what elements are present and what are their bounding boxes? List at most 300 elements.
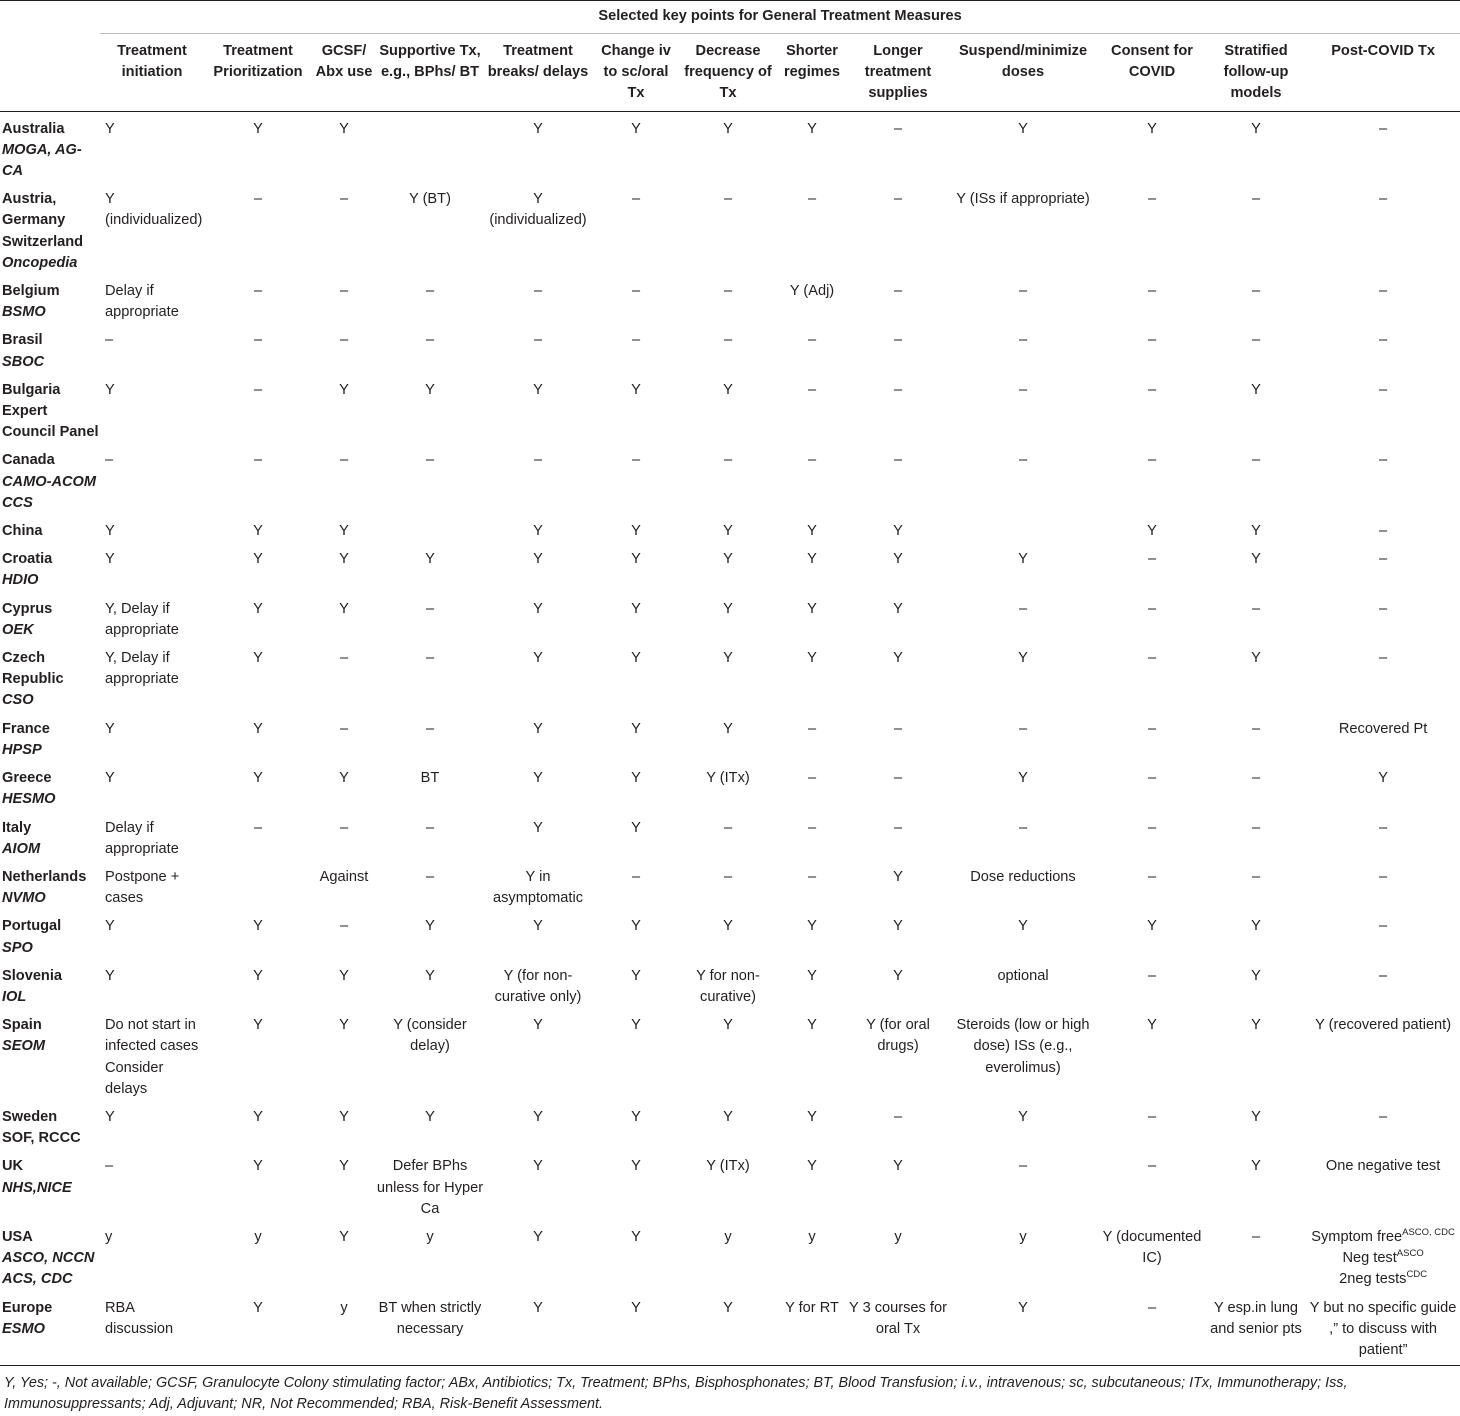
table-row (0, 1100, 1460, 1149)
table-cell: – (253, 283, 263, 300)
post-covid-criterion: Symptom free$^{ASCO, CDC}$ (1311, 1227, 1455, 1245)
table-cell: Y (631, 551, 641, 568)
country-name: Sweden (2, 1108, 58, 1125)
table-cell: Y (893, 1158, 903, 1175)
table-cell: Y (339, 523, 349, 540)
table-row (0, 1220, 1460, 1291)
organization-name: NHS,NICE (2, 1179, 72, 1196)
table-cell: Y (1251, 1158, 1261, 1175)
table-cell: – (1251, 868, 1261, 885)
table-cell: Y (253, 720, 263, 737)
column-header: Consent for COVID (1098, 34, 1206, 112)
table-cell: – (105, 332, 114, 349)
table-row (0, 323, 1460, 372)
table-cell: Y (723, 1108, 733, 1125)
group-header: Selected key points for General Treatment Measures (100, 1, 1460, 34)
table-row (0, 761, 1460, 810)
table-cell: Y, Delay if appropriate (105, 650, 179, 688)
table-row (0, 1291, 1460, 1366)
table-cell: Y (253, 523, 263, 540)
table-cell: – (253, 191, 263, 208)
country-name: Europe (2, 1299, 53, 1316)
table-cell: Y (893, 918, 903, 935)
table-cell: Y (105, 551, 115, 568)
table-row (0, 641, 1460, 712)
organization-name: HPSP (2, 741, 42, 758)
country-name: Netherlands (2, 868, 87, 885)
table-cell: – (339, 819, 349, 836)
table-cell: Y (723, 551, 733, 568)
table-cell: – (1379, 452, 1388, 469)
organization-name: BSMO (2, 304, 46, 321)
table-cell: Y (631, 770, 641, 787)
table-cell: Delay if appropriate (105, 283, 179, 321)
table-cell: Y (for oral drugs) (866, 1017, 930, 1055)
table-cell: – (1251, 819, 1261, 836)
table-cell: – (339, 283, 349, 300)
table-cell: Y (1251, 120, 1261, 137)
table-cell: – (339, 332, 349, 349)
table-cell: Y (individualized) (489, 191, 587, 229)
table-cell: Y (631, 1228, 641, 1245)
table-cell: – (1147, 770, 1157, 787)
table-cell: Y (425, 1108, 435, 1125)
table-cell: – (339, 452, 349, 469)
table-cell: – (1147, 819, 1157, 836)
table-cell: Y (723, 523, 733, 540)
table-cell: Y (631, 967, 641, 984)
table-cell: Y (631, 918, 641, 935)
country-name: Greece (2, 770, 52, 787)
table-cell: – (1379, 967, 1388, 984)
country-cell (0, 959, 100, 1008)
table-cell: – (1018, 1158, 1028, 1175)
table-cell: – (425, 650, 435, 667)
table-cell: – (339, 720, 349, 737)
table-cell: Y (592, 1291, 680, 1366)
table-cell: – (1379, 283, 1388, 300)
country-cell (0, 373, 100, 444)
table-cell: Y (1147, 918, 1157, 935)
table-cell: – (1251, 720, 1261, 737)
table-cell: Y (631, 1017, 641, 1034)
table-cell: Y (1251, 650, 1261, 667)
table-row (0, 1008, 1460, 1100)
table-cell: Y (807, 967, 817, 984)
table-row (0, 443, 1460, 514)
table-cell: Y (631, 1158, 641, 1175)
column-header: Post-COVID Tx (1306, 34, 1460, 112)
table-cell: Y (631, 120, 641, 137)
table-cell: – (1147, 720, 1157, 737)
table-cell: Y (1251, 918, 1261, 935)
organization-name: OEK (2, 621, 34, 638)
column-header: Suspend/minimize doses (948, 34, 1098, 112)
table-cell: BT (420, 770, 440, 787)
table-cell: Y (1251, 523, 1261, 540)
table-cell: Against (319, 868, 369, 885)
table-cell: Y (253, 1017, 263, 1034)
table-cell: Y (1378, 770, 1388, 787)
country-name: Cyprus (2, 600, 53, 617)
table-cell: – (1147, 650, 1157, 667)
table-cell: – (893, 720, 903, 737)
table-cell: Y (105, 967, 115, 984)
table-cell: – (1379, 600, 1388, 617)
table-cell: – (807, 819, 817, 836)
table-cell: Y (253, 967, 263, 984)
table-cell: Y (533, 120, 543, 137)
table-cell: Y (105, 1108, 115, 1125)
country-cell (0, 592, 100, 641)
table-cell: – (1251, 452, 1261, 469)
table-cell: Y (ITx) (706, 770, 750, 787)
table-cell: – (893, 332, 903, 349)
country-cell (0, 1220, 100, 1291)
table-cell: – (1018, 819, 1028, 836)
table-cell: Dose reductions (970, 868, 1076, 885)
table-cell: – (425, 868, 435, 885)
country-cell (0, 182, 100, 274)
table-cell: – (1379, 1108, 1388, 1125)
table-cell: – (105, 452, 114, 469)
table-cell: Y (105, 720, 115, 737)
table-cell: – (1018, 283, 1028, 300)
table-cell: – (253, 332, 263, 349)
table-row (0, 909, 1460, 958)
table-cell (376, 514, 484, 542)
table-cell: y (1019, 1228, 1027, 1245)
table-cell: – (533, 332, 543, 349)
country-name: Slovenia (2, 967, 63, 984)
table-cell: – (339, 191, 349, 208)
table-cell: Y (893, 868, 903, 885)
table-cell: Y (631, 1108, 641, 1125)
table-cell: Y (105, 523, 115, 540)
table-cell: – (1379, 551, 1388, 568)
table-cell: Y in asymptomatic (492, 868, 584, 907)
table-cell: – (723, 283, 733, 300)
table-cell: Y (BT) (409, 191, 451, 208)
table-cell: Y (individualized) (105, 191, 203, 229)
table-cell: – (723, 452, 733, 469)
table-cell: Y (533, 551, 543, 568)
table-cell: – (1147, 551, 1157, 568)
table-cell: Y (1251, 967, 1261, 984)
table-cell: Y 3 courses for oral Tx (848, 1291, 948, 1366)
table-cell: – (1251, 332, 1261, 349)
table-cell: – (425, 720, 435, 737)
table-cell: Y (1018, 551, 1028, 568)
table-cell: – (425, 452, 435, 469)
organization-name: SEOM (2, 1038, 45, 1055)
table-cell: Y (105, 770, 115, 787)
table-cell: Y (893, 551, 903, 568)
country-name: Belgium (2, 283, 60, 300)
table-cell: Y (documented IC) (1102, 1228, 1202, 1267)
table-cell: Y (1147, 120, 1157, 137)
table-cell: – (807, 720, 817, 737)
country-cell (0, 1008, 100, 1100)
column-header: GCSF/ Abx use (312, 34, 376, 112)
country-name: Brasil (2, 332, 43, 349)
table-row (0, 542, 1460, 591)
table-cell: – (105, 1158, 114, 1175)
table-cell (376, 111, 484, 182)
table-cell: Y (1018, 120, 1028, 137)
table-cell: Y (253, 1108, 263, 1125)
table-cell: – (893, 191, 903, 208)
table-cell: – (253, 381, 263, 398)
organization-name: NVMO (2, 890, 46, 907)
organization-name: MOGA, AG-CA (2, 141, 82, 180)
table-cell: – (1251, 1228, 1261, 1245)
table-cell: Y (253, 918, 263, 935)
table-cell: – (1018, 332, 1028, 349)
country-cell (0, 712, 100, 761)
table-cell: Y (631, 600, 641, 617)
country-name: China (2, 523, 43, 540)
table-cell: Y (631, 523, 641, 540)
table-cell: Y (807, 1108, 817, 1125)
table-cell: Y (339, 967, 349, 984)
table-cell: Y (339, 600, 349, 617)
table-cell: Y (1018, 770, 1028, 787)
table-cell: Y (893, 523, 903, 540)
table-cell: Y (253, 120, 263, 137)
table-cell: Y (253, 770, 263, 787)
table-cell: Y (631, 819, 641, 836)
table-cell: Y (339, 1108, 349, 1125)
post-covid-criterion: 2neg tests$^{CDC}$ (1339, 1269, 1428, 1288)
table-cell: Y (533, 1017, 543, 1034)
country-cell (0, 860, 100, 909)
table-cell: Y (807, 120, 817, 137)
table-cell: – (807, 452, 817, 469)
table-cell: Defer BPhs unless for Hyper Ca (376, 1158, 484, 1217)
table-row (0, 811, 1460, 860)
table-cell: y (105, 1228, 113, 1245)
table-cell: Y esp.in lung and senior pts (1206, 1291, 1306, 1366)
table-cell: Y (723, 600, 733, 617)
table-cell: Y (723, 120, 733, 137)
country-cell (0, 761, 100, 810)
table-cell: Y for non-curative) (696, 967, 760, 1005)
table-cell: – (807, 332, 817, 349)
country-cell (0, 111, 100, 182)
country-name: Spain (2, 1017, 42, 1034)
organization-name: Expert Council Panel (2, 403, 99, 441)
table-cell: – (425, 283, 435, 300)
table-cell: Y (723, 1017, 733, 1034)
country-name: Czech Republic (2, 650, 64, 688)
country-name: France (2, 720, 50, 737)
table-cell: Y (425, 918, 435, 935)
table-cell: Y (1018, 918, 1028, 935)
table-cell: – (1018, 600, 1028, 617)
table-cell: – (631, 191, 641, 208)
table-cell: Y, Delay if appropriate (105, 600, 179, 638)
table-cell: Do not start in infected cases Consider delays (105, 1017, 199, 1097)
country-name: Australia (2, 120, 65, 137)
table-cell: – (1098, 1291, 1206, 1366)
organization-name: CSO (2, 692, 34, 709)
table-cell: Y (425, 551, 435, 568)
table-cell: – (1251, 191, 1261, 208)
table-cell: Y (339, 1158, 349, 1175)
organization-name: SPO (2, 939, 33, 956)
country-name: UK (2, 1158, 24, 1175)
table-cell: – (807, 868, 817, 885)
country-cell (0, 542, 100, 591)
table-cell: Y (893, 967, 903, 984)
table-cell: – (1147, 332, 1157, 349)
table-cell: – (1379, 868, 1388, 885)
table-row (0, 514, 1460, 542)
table-cell: – (1379, 650, 1388, 667)
table-cell: y (254, 1228, 262, 1245)
table-cell: – (1147, 600, 1157, 617)
table-cell: – (339, 918, 349, 935)
table-cell: – (893, 283, 903, 300)
table-cell: Y (807, 650, 817, 667)
country-name: Croatia (2, 551, 53, 568)
country-name: Portugal (2, 918, 62, 935)
table-cell: Y (1018, 650, 1028, 667)
column-header: Supportive Tx, e.g., BPhs/ BT (376, 34, 484, 112)
organization-name: Oncopedia (2, 254, 78, 271)
table-row (0, 592, 1460, 641)
column-header: Treatment Prioritization (204, 34, 312, 112)
table-cell: Y (1147, 1017, 1157, 1034)
table-cell: Postpone + cases (105, 868, 180, 907)
table-footnote: Y, Yes; -, Not available; GCSF, Granulocyte Colony stimulating factor; ABx, Antibiotics; Tx, Treatment; BPhs, Bisphosphonates; BT, Blood Transfusion; i.v., intravenous; sc, subcutaneous; ITx, Immunotherapy; Iss, Immunosuppressants; Adj, Adjuvant; NR, Not Recommended; RBA, Risk-Benefit Assessment. (4, 1375, 1348, 1413)
table-cell: – (893, 381, 903, 398)
table-cell: Y (105, 381, 115, 398)
table-cell: – (425, 600, 435, 617)
table-row (0, 860, 1460, 909)
table-cell: – (1147, 868, 1157, 885)
table-row (0, 712, 1460, 761)
organization-name: HDIO (2, 572, 39, 589)
table-cell: y (426, 1228, 434, 1245)
table-cell: Steroids (low or high dose) ISs (e.g., everolimus) (956, 1017, 1090, 1076)
table-cell: Y (339, 381, 349, 398)
table-cell: Y (339, 1228, 349, 1245)
table-cell: – (1379, 120, 1388, 137)
table-cell: Y (for non-curative only) (494, 967, 582, 1005)
table-cell: Y (723, 720, 733, 737)
table-cell: – (1018, 720, 1028, 737)
table-cell: Y (631, 650, 641, 667)
organization-name: IOL (2, 988, 27, 1005)
table-cell: Y (631, 381, 641, 398)
table-cell: – (1018, 381, 1028, 398)
table-cell: y (724, 1228, 732, 1245)
table-cell: – (807, 381, 817, 398)
organization-name: SOF, RCCC (2, 1130, 81, 1147)
table-cell: Y (253, 600, 263, 617)
table-cell: – (1379, 191, 1388, 208)
country-cell (0, 641, 100, 712)
table-cell: – (631, 868, 641, 885)
column-header: Treatment initiation (100, 34, 204, 112)
country-cell (0, 811, 100, 860)
table-cell (948, 514, 1098, 542)
table-cell: – (425, 819, 435, 836)
table-cell: Y (339, 770, 349, 787)
table-cell: Y (1018, 1108, 1028, 1125)
table-cell: Y (1251, 551, 1261, 568)
table-row (0, 111, 1460, 182)
table-cell: Y (105, 120, 115, 137)
table-cell: Y (Adj) (789, 283, 835, 300)
table-cell: – (1147, 1158, 1157, 1175)
table-cell: Y (723, 918, 733, 935)
table-cell: – (1379, 523, 1388, 540)
organization-name: AIOM (2, 840, 41, 857)
table-cell: – (1147, 967, 1157, 984)
table-row (0, 1149, 1460, 1220)
table-cell: – (1251, 600, 1261, 617)
table-cell: One negative test (1325, 1158, 1441, 1175)
table-cell: Y (425, 381, 435, 398)
table-cell: y (894, 1228, 902, 1245)
table-cell: BT when strictly necessary (376, 1291, 484, 1366)
table-cell: Y (723, 381, 733, 398)
country-cell (0, 909, 100, 958)
table-cell: y (312, 1291, 376, 1366)
organization-name: CAMO-ACOM CCS (2, 473, 97, 511)
table-cell: Y (1147, 523, 1157, 540)
table-cell: – (1147, 452, 1157, 469)
organization-name: SBOC (2, 353, 45, 370)
country-name: USA (2, 1228, 33, 1245)
country-cell (0, 323, 100, 372)
table-cell (1306, 1220, 1460, 1291)
table-cell: – (723, 868, 733, 885)
table-cell: – (253, 819, 263, 836)
table-cell: – (1147, 381, 1157, 398)
table-cell: Y (339, 1017, 349, 1034)
table-cell: Y (533, 1108, 543, 1125)
table-cell: RBA discussion (100, 1291, 204, 1366)
table-cell: Y (533, 381, 543, 398)
table-cell: Y (533, 650, 543, 667)
table-cell: Y (339, 551, 349, 568)
table-cell: – (425, 332, 435, 349)
table-cell (204, 860, 312, 909)
table-body (0, 111, 1460, 1366)
table-cell: Y (425, 967, 435, 984)
table-row (0, 373, 1460, 444)
table-cell: Y (533, 1228, 543, 1245)
table-cell: – (723, 819, 733, 836)
table-cell: – (253, 452, 263, 469)
table-cell: – (1379, 819, 1388, 836)
table-cell: Recovered Pt (1338, 720, 1428, 737)
table-cell: Y (948, 1291, 1098, 1366)
table-cell: – (1147, 283, 1157, 300)
post-covid-criterion: Neg test$^{ASCO}$ (1342, 1248, 1424, 1267)
table-cell: Y for RT (776, 1291, 848, 1366)
organization-name: ASCO, NCCN ACS, CDC (2, 1250, 95, 1288)
table-cell: Y (723, 650, 733, 667)
table-cell: optional (997, 967, 1049, 984)
table-cell: Y (893, 650, 903, 667)
column-header: Treatment breaks/ delays (484, 34, 592, 112)
country-cell (0, 1100, 100, 1149)
